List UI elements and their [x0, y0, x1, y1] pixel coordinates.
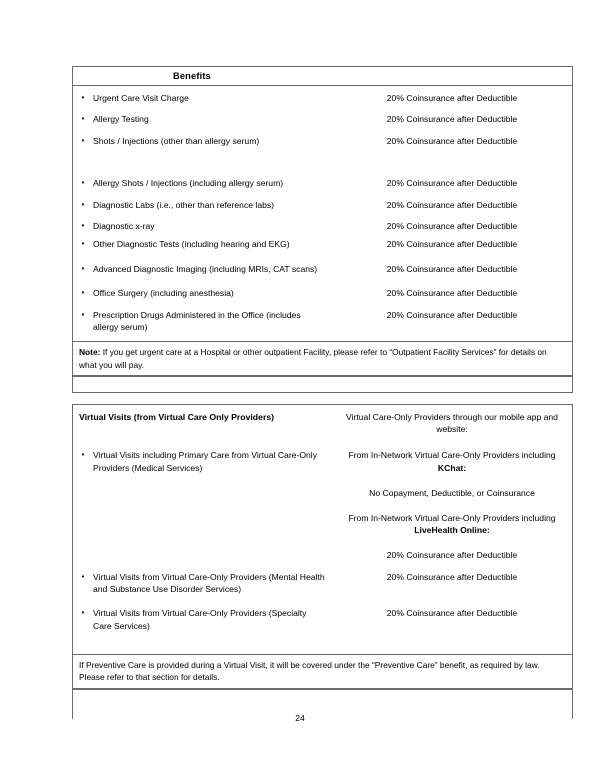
benefit-label: Virtual Visits from Virtual Care-Only Providers (Mental Health and Substance Use Disorder Services) — [93, 571, 325, 595]
table-header-row — [73, 66, 572, 86]
benefit-label: Urgent Care Visit Charge — [93, 93, 189, 103]
bullet-icon: • — [81, 450, 85, 460]
coverage-value: 20% Coinsurance after Deductible — [386, 239, 518, 250]
benefit-label: Shots / Injections (other than allergy serum) — [93, 135, 260, 146]
coverage-block — [336, 449, 568, 473]
benefit-label: Prescription Drugs Administered in the Office (includes allergy serum) — [93, 309, 301, 333]
coverage-value: 20% Coinsurance after Deductible — [386, 263, 518, 274]
bullet-icon: • — [81, 239, 85, 249]
benefit-cell — [73, 238, 332, 250]
note-label: Note: — [79, 347, 101, 358]
coverage-lead: From In-Network Virtual Care-Only Providers including — [348, 450, 556, 461]
bullet-icon: • — [81, 608, 85, 618]
benefit-label: Virtual Visits including Primary Care from Virtual Care-Only Providers (Medical Services) — [93, 450, 317, 473]
bullet-icon: • — [81, 571, 85, 581]
coverage-emphasis: KChat: — [437, 462, 467, 473]
coverage-block — [336, 487, 568, 499]
table-row — [73, 275, 572, 299]
coverage-value: 20% Coinsurance after Deductible — [386, 135, 518, 146]
benefit-cell — [73, 177, 332, 189]
table-row — [73, 300, 572, 334]
coverage-value: 20% Coinsurance after Deductible — [386, 571, 518, 582]
coverage-value: 20% Coinsurance after Deductible — [386, 178, 518, 189]
coverage-emphasis: LiveHealth Online: — [414, 525, 490, 536]
table-row — [73, 232, 572, 250]
bullet-icon: • — [81, 263, 85, 273]
benefit-cell — [73, 571, 332, 596]
bullet-icon: • — [81, 178, 85, 188]
benefit-cell — [73, 607, 332, 632]
benefit-cell — [73, 263, 332, 275]
benefit-cell — [73, 135, 332, 147]
benefit-label: Other Diagnostic Tests (including hearing and EKG) — [93, 239, 290, 250]
benefit-label: Allergy Shots / Injections (including allergy serum) — [93, 178, 284, 189]
benefit-label: Diagnostic Labs (i.e., other than reference labs) — [93, 199, 275, 210]
bullet-icon: • — [81, 199, 85, 209]
coverage-value: 20% Coinsurance after Deductible — [386, 309, 518, 320]
benefit-cell — [73, 199, 332, 211]
benefit-label: Advanced Diagnostic Imaging (including MRIs, CAT scans) — [93, 263, 318, 274]
coverage-lead: 20% Coinsurance after Deductible — [386, 550, 518, 561]
benefit-label: Virtual Visits from Virtual Care-Only Providers (Specialty Care Services) — [93, 608, 307, 631]
table-spacer-row — [73, 376, 572, 393]
urgent-care-note — [73, 341, 572, 375]
benefit-cell — [73, 92, 332, 104]
note-text: If you get urgent care at a Hospital or other outpatient Facility, please refer to “Outpatient Facility Services” for details on what you will pay. — [79, 347, 547, 370]
benefit-cell — [73, 309, 332, 334]
virtual-visits-benefits-table — [72, 404, 573, 719]
virtual-visits-section-subtitle: Virtual Care-Only Providers through our mobile app and website: — [346, 412, 558, 435]
coverage-value: 20% Coinsurance after Deductible — [386, 221, 518, 232]
bullet-icon: • — [81, 93, 85, 102]
virtual-visits-section-title: Virtual Visits (from Virtual Care Only Providers) — [79, 412, 275, 422]
benefit-cell — [73, 220, 332, 232]
coverage-block — [336, 549, 568, 561]
table-row — [73, 595, 572, 632]
table-row — [73, 562, 572, 596]
table-row — [73, 211, 572, 232]
bullet-icon: • — [81, 135, 85, 145]
coverage-lead: No Copayment, Deductible, or Coinsurance — [369, 487, 535, 498]
coverage-value: 20% Coinsurance after Deductible — [386, 288, 518, 299]
coverage-value: 20% Coinsurance after Deductible — [386, 608, 518, 619]
coverage-block — [336, 512, 568, 536]
bullet-icon: • — [81, 221, 85, 231]
preventive-care-footnote: If Preventive Care is provided during a Virtual Visit, it will be covered under the “Preventive Care” benefit, as required by law. Please refer to that section for details. — [73, 654, 572, 688]
table-row — [73, 190, 572, 211]
bullet-icon: • — [81, 288, 85, 298]
benefit-cell — [73, 287, 332, 299]
bullet-icon: • — [81, 309, 85, 319]
virtual-visits-header-row — [73, 404, 572, 435]
benefit-label: Office Surgery (including anesthesia) — [93, 288, 234, 299]
benefit-label: Diagnostic x-ray — [93, 221, 155, 232]
table-row — [73, 251, 572, 275]
coverage-cell — [332, 449, 572, 561]
benefit-cell — [73, 449, 332, 474]
table-row — [73, 126, 572, 147]
table-row — [73, 104, 572, 125]
page-number: 24 — [295, 713, 305, 723]
coverage-value: 20% Coinsurance after Deductible — [386, 93, 518, 103]
table-row — [73, 435, 572, 561]
table-row — [73, 86, 572, 104]
coverage-value: 20% Coinsurance after Deductible — [386, 114, 518, 125]
benefit-label: Allergy Testing — [93, 114, 149, 125]
bullet-icon: • — [81, 114, 85, 124]
coverage-lead: From In-Network Virtual Care-Only Providers including — [348, 513, 556, 524]
coverage-value: 20% Coinsurance after Deductible — [386, 199, 518, 210]
column-header-benefits: Benefits — [173, 71, 211, 81]
table-row — [73, 147, 572, 189]
benefit-cell — [73, 113, 332, 125]
urgent-care-benefits-table — [72, 66, 573, 393]
